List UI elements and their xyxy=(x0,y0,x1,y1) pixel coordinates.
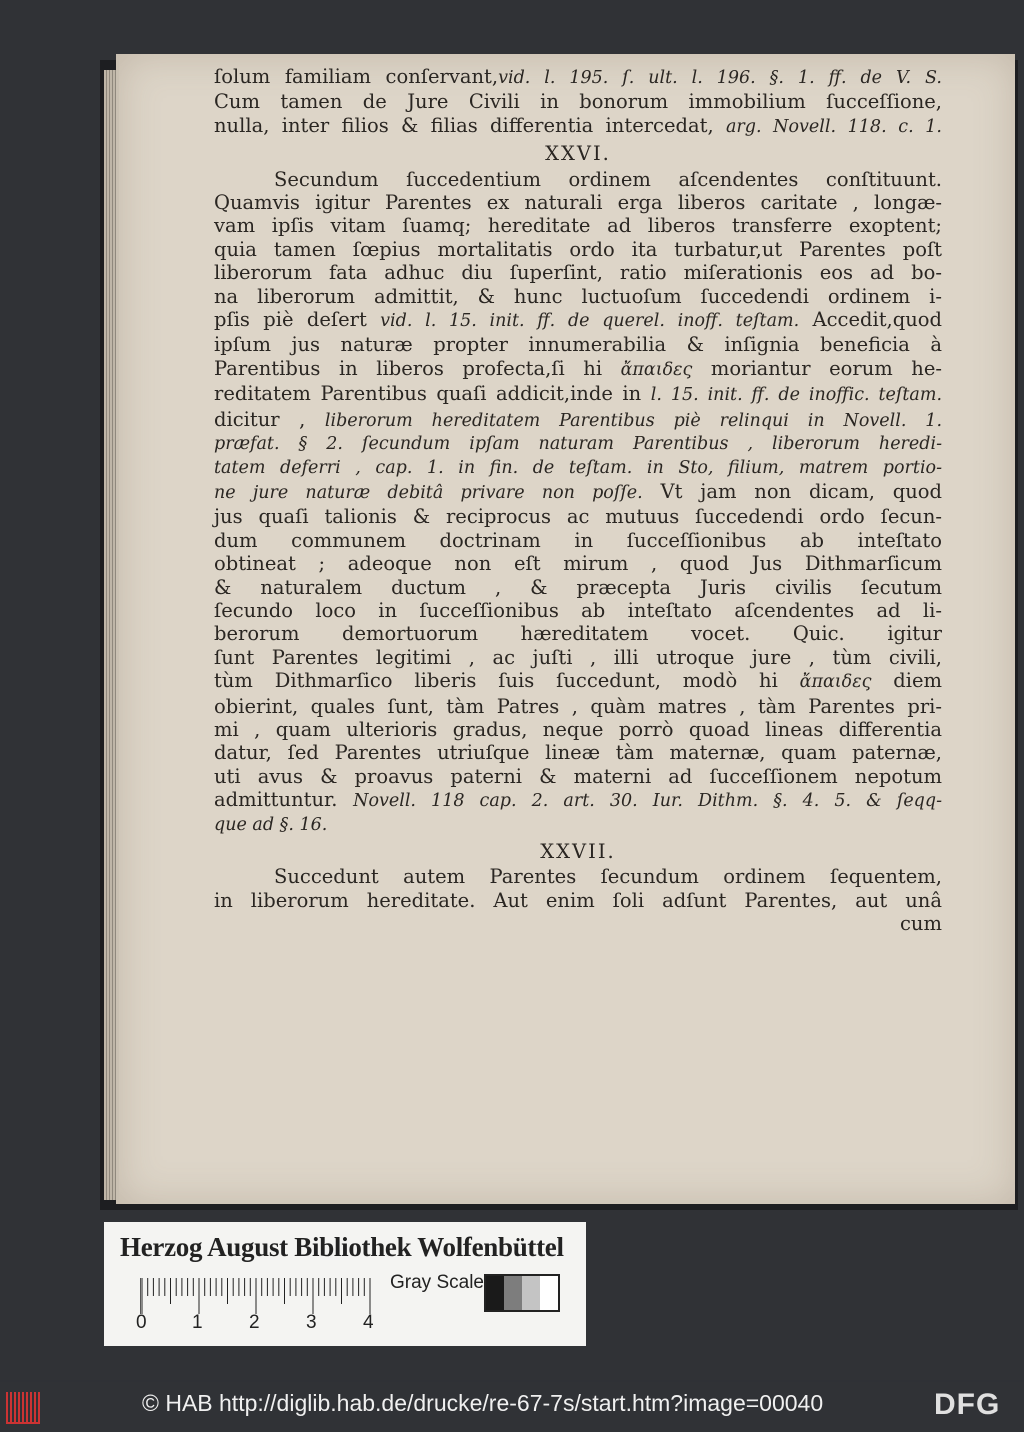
ruler xyxy=(140,1276,384,1316)
text-line: in liberorum hereditate. Aut enim ſoli adſunt Parentes, aut unâ xyxy=(214,888,942,912)
ruler-number: 4 xyxy=(363,1312,374,1333)
library-color-card xyxy=(104,1222,586,1346)
section-heading: XXVI. xyxy=(545,142,611,166)
text-line: obierint, quales ſunt, tàm Patres , quàm matres , tàm Parentes pri- xyxy=(214,694,942,718)
text-line: ſecundo loco in ſucceſſionibus ab inteſtato aſcendentes ad li- xyxy=(214,598,942,622)
text-line: tùm Dithmarſico liberis ſuis ſuccedunt, modò hi ἄπαιδες diem xyxy=(214,669,942,693)
text-line: datur, ſed Parentes utriuſque lineæ tàm maternæ, quam paternæ, xyxy=(214,741,942,765)
ruler-number: 0 xyxy=(136,1312,147,1333)
library-name: Herzog August Bibliothek Wolfenbüttel xyxy=(120,1232,564,1262)
ruler-number: 2 xyxy=(249,1312,260,1333)
text-line: que ad §. 16. xyxy=(214,814,328,835)
gray-swatch-dark xyxy=(504,1276,522,1310)
text-line: Cum tamen de Jure Civili in bonorum immobilium ſucceſſione, xyxy=(214,90,942,114)
gray-swatch-white xyxy=(540,1276,558,1310)
text-line: ſunt Parentes legitimi , ac juſti , illi utroque jure , tùm civili, xyxy=(214,645,942,669)
text-line: ne jure naturæ debitâ privare non poſſe. Vt jam non dicam, quod xyxy=(214,479,942,503)
text-line: Parentibus in liberos profecta,ſi hi ἄπαιδες moriantur eorum he- xyxy=(214,356,942,380)
text-line: na liberorum admittit, & hunc luctuoſum ſuccedendi ordinem i- xyxy=(214,284,942,308)
ruler-number: 3 xyxy=(306,1312,317,1333)
gray-swatch-light xyxy=(522,1276,540,1310)
text-line: dum communem doctrinam in ſucceſſionibus ab inteſtato xyxy=(214,528,942,552)
footer-bar xyxy=(0,1382,1024,1432)
catchword: cum xyxy=(900,912,942,936)
section-heading: XXVII. xyxy=(540,840,616,863)
ruler-number: 1 xyxy=(192,1312,203,1333)
text-line: præfat. § 2. ſecundum ipſam naturam Parentibus , liberorum heredi- xyxy=(214,434,942,455)
text-line: Secundum ſuccedentium ordinem aſcendentes conſtituunt. xyxy=(274,167,942,191)
copyright-link[interactable]: © HAB http://diglib.hab.de/drucke/re-67-7s/start.htm?image=00040 xyxy=(142,1390,824,1416)
text-line: uti avus & proavus paterni & materni ad ſucceſſionem nepotum xyxy=(214,764,942,788)
gray-swatch-black xyxy=(486,1276,504,1310)
text-line: quia tamen ſœpius mortalitatis ordo ita turbatur,ut Parentes poſt xyxy=(214,237,942,261)
text-line: mi , quam ulterioris gradus, neque porrò quoad lineas differentia xyxy=(214,717,942,741)
text-line: reditatem Parentibus quaſi addicit,inde in l. 15. init. ff. de inoffic. teſtam. xyxy=(214,382,943,406)
text-line: pſis piè deſert vid. l. 15. init. ff. de querel. inoff. teſtam. Accedit,quod xyxy=(214,308,943,332)
dfg-logo: DFG xyxy=(934,1388,1001,1421)
text-line: ſolum familiam conſervant,vid. l. 195. ſ. ult. l. 196. §. 1. ff. de V. S. xyxy=(214,65,942,88)
text-line: & naturalem ductum , & præcepta Juris civilis ſecutum xyxy=(214,575,942,599)
hab-logo-icon xyxy=(6,1392,40,1424)
text-line: berorum demortuorum hæreditatem vocet. Quic. igitur xyxy=(214,622,942,646)
text-line: dicitur , liberorum hereditatem Parentibus piè relinqui in Novell. 1. xyxy=(214,407,943,431)
gray-scale-swatch xyxy=(484,1274,560,1312)
text-line: jus quaſi talionis & reciprocus ac mutuus ſuccedendi ordo ſecun- xyxy=(214,505,942,529)
text-line: Succedunt autem Parentes ſecundum ordinem ſequentem, xyxy=(274,865,942,889)
gray-scale-label: Gray Scale xyxy=(390,1272,484,1293)
text-line: ipſum jus naturæ propter innumerabilia & inſignia beneficia à xyxy=(214,333,942,357)
text-line: tatem deferri , cap. 1. in fin. de teſtam. in Sto, filium, matrem portio- xyxy=(214,457,942,478)
text-line: vam ipſis vitam ſuamq; hereditate ad liberos transferre exoptent; xyxy=(214,214,942,238)
text-line: nulla, inter filios & filias differentia intercedat, arg. Novell. 118. c. 1. xyxy=(214,113,942,137)
text-line: Quamvis igitur Parentes ex naturali erga liberos caritate , longæ- xyxy=(214,191,942,215)
text-line: obtineat ; adeoque non eſt mirum , quod Jus Dithmarſicum xyxy=(214,552,942,576)
text-line: admittuntur. Novell. 118 cap. 2. art. 30. Iur. Dithm. §. 4. 5. & ſeqq- xyxy=(214,788,942,812)
text-line: liberorum fata adhuc diu ſuperſint, ratio miſerationis eos ad bo- xyxy=(214,261,942,285)
document-text xyxy=(214,65,942,936)
page-edges xyxy=(104,70,116,1200)
